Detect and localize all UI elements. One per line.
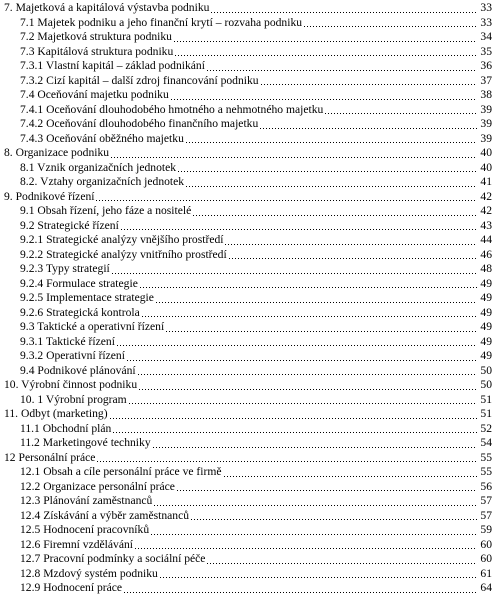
toc-entry-title: 12.4 Získávání a výběr zaměstnanců [20,508,190,522]
toc-page-number: 37 [480,73,492,87]
toc-page-number: 38 [480,88,492,101]
dot-leader [160,577,477,578]
toc-entry-title: 11. Odbyt (marketing) [4,407,108,420]
toc-chapter-link[interactable] [0,451,500,466]
dot-leader [207,563,477,564]
dot-leader [140,287,477,288]
dot-leader [166,331,477,332]
dot-leader [112,273,477,274]
dot-leader [151,534,477,535]
toc-entry-title: 9.2.1 Strategické analýzy vnějšího prostředí [20,233,224,246]
toc-section-link[interactable] [0,509,500,524]
toc-section-link[interactable] [0,480,500,495]
toc-section-link[interactable] [0,349,500,364]
toc-page-number: 57 [480,508,492,522]
dot-leader [178,171,477,172]
dot-leader [153,447,477,448]
toc-section-link[interactable] [0,436,500,451]
dot-leader [193,215,477,216]
toc-section-link[interactable] [0,161,500,176]
dot-leader [142,316,477,317]
toc-section-link[interactable] [0,306,500,321]
dot-leader [260,128,477,129]
toc-page-number: 33 [480,1,492,14]
toc-section-link[interactable] [0,74,500,89]
toc-section-link[interactable] [0,117,500,132]
toc-page-number: 44 [480,233,492,246]
toc-page-number: 36 [480,59,492,72]
toc-page-number: 34 [480,30,492,43]
toc-page-number: 41 [480,175,492,188]
toc-section-link[interactable] [0,393,500,408]
dot-leader [261,84,477,85]
dot-leader [207,70,477,71]
toc-entry-title: 8.1 Vznik organizačních jednotek [20,160,177,174]
dot-leader [224,476,477,477]
toc-entry-title: 11.2 Marketingové techniky [20,436,151,449]
toc-section-link[interactable] [0,320,500,335]
toc-section-link[interactable] [0,88,500,103]
toc-page-number: 42 [480,189,492,203]
dot-leader [191,519,477,520]
dot-leader [111,157,477,158]
toc-section-link[interactable] [0,248,500,263]
toc-page-number: 39 [480,131,492,145]
toc-entry-title: 7.3.1 Vlastní kapitál – základ podnikání [20,59,205,72]
dot-leader [139,389,477,390]
toc-entry-title: 12.1 Obsah a cíle personální práce ve firmě [20,465,222,478]
toc-section-link[interactable] [0,523,500,538]
dot-leader [186,142,477,143]
toc-section-link[interactable] [0,581,500,596]
dot-leader [211,12,477,13]
toc-page-number: 52 [480,421,492,435]
toc-entry-title: 7. Majetková a kapitálová výstavba podniku [4,1,210,14]
toc-page-number: 50 [480,363,492,377]
toc-entry-title: 9.2.2 Strategické analýzy vnitřního prostředí [20,247,227,261]
toc-section-link[interactable] [0,262,500,277]
toc-page-number: 48 [480,262,492,275]
toc-entry-title: 9.3.1 Taktické řízení [20,334,115,348]
dot-leader [138,374,477,375]
toc-page-number: 39 [480,102,492,116]
toc-entry-title: 12.6 Firemní vzdělávání [20,537,134,551]
toc-entry-title: 9.1 Obsah řízení, jeho fáze a nositelé [20,204,192,217]
toc-page-number: 64 [480,581,492,594]
dot-leader [124,592,477,593]
toc-section-link[interactable] [0,277,500,292]
toc-entry-title: 7.3.2 Cizí kapitál – další zdroj financování podniku [20,73,259,87]
toc-section-link[interactable] [0,552,500,567]
toc-entry-title: 12.5 Hodnocení pracovníků [20,523,150,536]
toc-page-number: 35 [480,44,492,58]
toc-chapter-link[interactable] [0,146,500,161]
toc-page-number: 49 [480,291,492,304]
toc-section-link[interactable] [0,335,500,350]
toc-page-number: 40 [480,146,492,159]
toc-entry-title: 7.2 Majetková struktura podniku [20,30,172,43]
dot-leader [113,432,477,433]
toc-chapter-link[interactable] [0,407,500,422]
dot-leader [97,461,477,462]
toc-section-link[interactable] [0,465,500,480]
toc-entry-title: 9.3 Taktické a operativní řízení [20,320,165,333]
toc-entry-title: 9.4 Podnikové plánování [20,363,136,377]
toc-entry-title: 12.2 Organizace personální práce [20,479,175,493]
toc-page-number: 61 [480,566,492,580]
toc-page-number: 40 [480,160,492,174]
dot-leader [225,244,477,245]
dot-leader [229,258,477,259]
toc-entry-title: 7.4.2 Oceňování dlouhodobého finančního majetku [20,117,259,130]
toc-section-link[interactable] [0,16,500,31]
toc-entry-title: 9.2.5 Implementace strategie [20,291,154,304]
toc-entry-title: 9.2.4 Formulace strategie [20,276,138,290]
toc-section-link[interactable] [0,59,500,74]
dot-leader [175,55,477,56]
toc-page-number: 49 [480,334,492,348]
toc-section-link[interactable] [0,291,500,306]
toc-section-link[interactable] [0,233,500,248]
toc-page-number: 51 [480,407,492,420]
dot-leader [127,360,477,361]
dot-leader [129,403,477,404]
toc-section-link[interactable] [0,567,500,582]
toc-section-link[interactable] [0,175,500,190]
toc-entry-title: 7.4.1 Oceňování dlouhodobého hmotného a nehmotného majetku [20,102,324,116]
toc-page-number: 55 [480,465,492,478]
toc-entry-title: 10. 1 Výrobní program [20,392,127,406]
dot-leader [96,200,477,201]
toc-section-link[interactable] [0,219,500,234]
toc-section-link[interactable] [0,30,500,45]
dot-leader [325,113,477,114]
dot-leader [154,505,477,506]
dot-leader [186,186,477,187]
toc-entry-title: 8.2. Vztahy organizačních jednotek [20,175,185,188]
toc-entry-title: 7.4 Oceňování majetku podniku [20,88,169,101]
toc-page-number: 56 [480,479,492,493]
dot-leader [135,548,477,549]
dot-leader [121,229,477,230]
toc-entry-title: 9.3.2 Operativní řízení [20,349,125,362]
toc-entry-title: 12 Personální práce [4,450,96,464]
toc-entry-title: 12.7 Pracovní podmínky a sociální péče [20,552,206,565]
toc-page-number: 57 [480,494,492,507]
toc-page-number: 49 [480,276,492,290]
toc-page-number: 43 [480,218,492,232]
toc-entry-title: 9.2.3 Typy strategií [20,262,110,275]
toc-page-number: 46 [480,247,492,261]
toc-entry-title: 7.4.3 Oceňování oběžného majetku [20,131,184,145]
toc-entry-title: 12.3 Plánování zaměstnanců [20,494,153,507]
toc-entry-title: 11.1 Obchodní plán [20,421,112,435]
dot-leader [174,41,477,42]
toc-chapter-link[interactable] [0,378,500,393]
toc-entry-title: 9.2 Strategické řízení [20,218,119,232]
dot-leader [110,418,477,419]
dot-leader [304,26,477,27]
dot-leader [177,490,477,491]
toc-page-number: 50 [480,378,492,391]
toc-page-number: 39 [480,117,492,130]
toc-entry-title: 7.1 Majetek podniku a jeho finanční krytí – rozvaha podniku [20,15,303,29]
dot-leader [171,99,477,100]
toc-section-link[interactable] [0,45,500,60]
toc-page-number: 60 [480,537,492,551]
toc-page-number: 49 [480,320,492,333]
toc-chapter-link[interactable] [0,1,500,16]
toc-page-number: 59 [480,523,492,536]
toc-section-link[interactable] [0,422,500,437]
toc-entry-title: 7.3 Kapitálová struktura podniku [20,44,174,58]
toc-section-link[interactable] [0,494,500,509]
toc-section-link[interactable] [0,364,500,379]
dot-leader [156,302,477,303]
toc-page-number: 49 [480,349,492,362]
toc-section-link[interactable] [0,538,500,553]
table-of-contents [0,1,500,596]
dot-leader [117,345,477,346]
toc-page-number: 60 [480,552,492,565]
toc-page-number: 33 [480,15,492,29]
toc-page-number: 54 [480,436,492,449]
toc-section-link[interactable] [0,204,500,219]
toc-page-number: 49 [480,305,492,319]
toc-page-number: 51 [480,392,492,406]
toc-entry-title: 9.2.6 Strategická kontrola [20,305,140,319]
toc-page-number: 55 [480,450,492,464]
toc-page-number: 42 [480,204,492,217]
toc-entry-title: 9. Podnikové řízení [4,189,95,203]
toc-entry-title: 8. Organizace podniku [4,146,110,159]
toc-section-link[interactable] [0,103,500,118]
toc-entry-title: 12.9 Hodnocení práce [20,581,123,594]
toc-entry-title: 12.8 Mzdový systém podniku [20,566,158,580]
toc-entry-title: 10. Výrobní činnost podniku [4,378,138,391]
toc-section-link[interactable] [0,132,500,147]
toc-chapter-link[interactable] [0,190,500,205]
